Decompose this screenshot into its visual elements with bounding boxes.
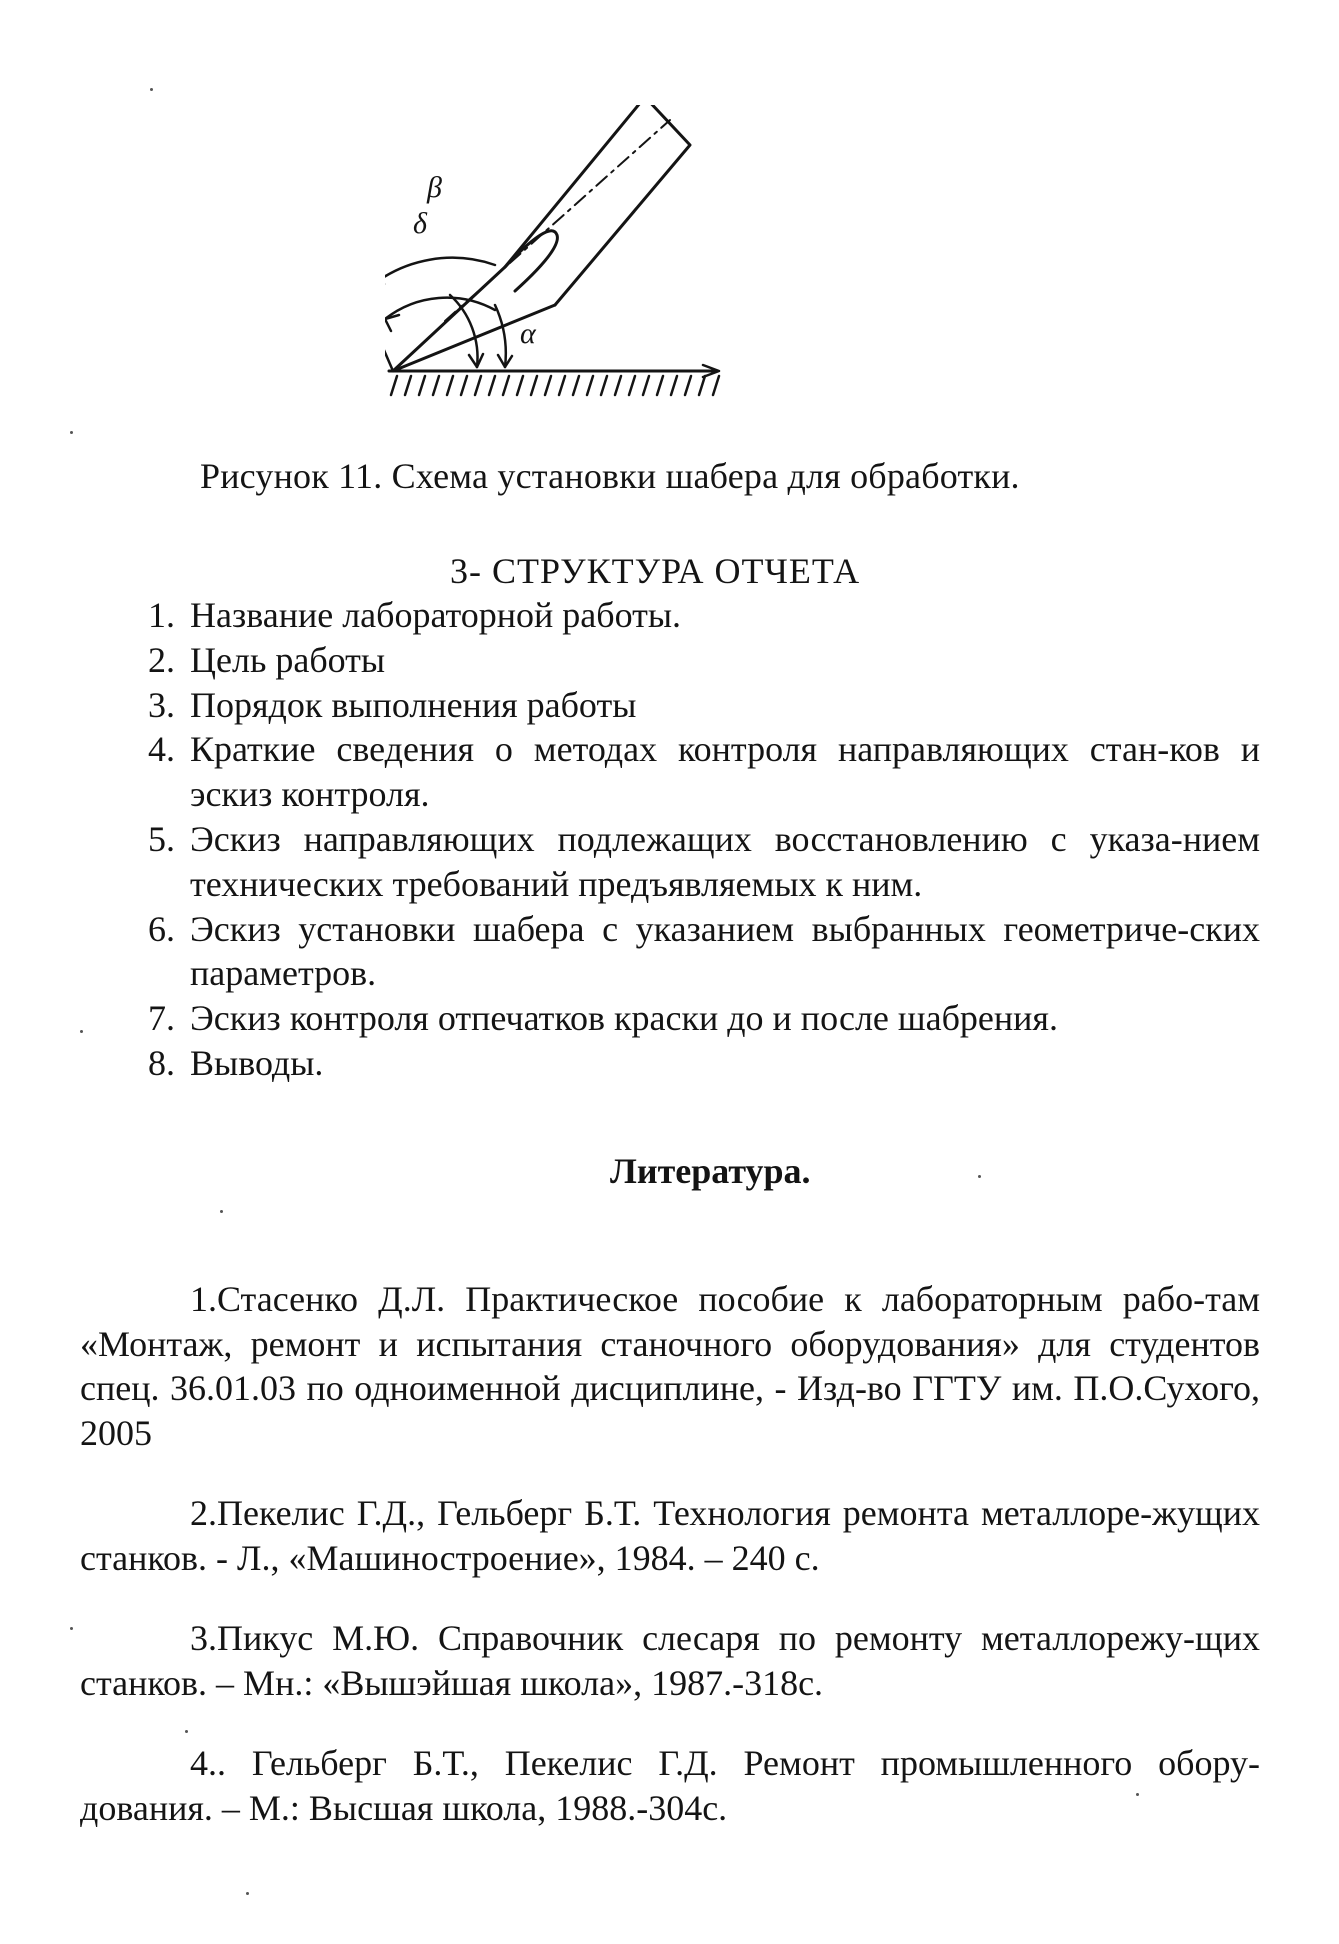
reference-item <box>80 1741 1260 1830</box>
list-item-text: Название лабораторной работы. <box>190 595 682 635</box>
list-item-number: 3. <box>148 684 175 725</box>
reference-text: Пикус М.Ю. Справочник слесаря по ремонту металлорежу-щих станков. – Мн.: «Вышэйшая школа», 1987.-318с. <box>80 1618 1260 1703</box>
scraper-tool <box>385 105 690 371</box>
reference-item <box>80 1616 1260 1705</box>
label-alpha: α <box>520 317 536 350</box>
scraper-setup-diagram <box>385 105 905 425</box>
scan-speck <box>70 431 73 434</box>
list-item-text: Краткие сведения о методах контроля направляющих стан-ков и эскиз контроля. <box>190 729 1260 815</box>
reference-number: 2. <box>190 1493 217 1533</box>
list-item-text: Эскиз контроля отпечатков краски до и после шабрения. <box>190 998 1058 1039</box>
list-item-number: 7. <box>148 998 175 1039</box>
reference-text: Пекелис Г.Д., Гельберг Б.Т. Технология ремонта металлоре-жущих станков. - Л., «Машиностроение», 1984. – 240 с. <box>80 1493 1260 1578</box>
list-item <box>0 1041 1339 1086</box>
list-item-text: Эскиз направляющих подлежащих восстановлению с указа-нием технических требований предъявляемых к ним. <box>190 818 1260 904</box>
list-item <box>0 683 1339 728</box>
report-structure-list <box>0 593 1339 1086</box>
list-item-number: 5. <box>148 818 175 859</box>
list-item <box>0 907 1339 997</box>
list-item <box>0 727 1339 817</box>
list-item <box>0 996 1339 1041</box>
section-title: 3- СТРУКТУРА ОТЧЕТА <box>450 551 861 591</box>
label-delta: δ <box>413 207 427 240</box>
scan-speck <box>150 88 153 91</box>
list-item-number: 2. <box>148 639 175 680</box>
surface-hatching <box>391 376 719 395</box>
list-item-text: Эскиз установки шабера с указанием выбранных геометриче-ских параметров. <box>190 908 1260 994</box>
reference-number: 3. <box>190 1618 217 1658</box>
list-item <box>0 817 1339 907</box>
scan-speck <box>246 1892 249 1895</box>
list-item-number: 4. <box>148 729 175 770</box>
scan-speck <box>185 1730 188 1733</box>
list-item-text: Цель работы <box>190 639 386 680</box>
literature-title: Литература. <box>610 1151 811 1191</box>
scan-speck <box>1136 1793 1139 1796</box>
list-item-text: Выводы. <box>190 1042 324 1083</box>
list-item-number: 6. <box>148 908 175 949</box>
angle-beta-arc <box>385 258 495 287</box>
reference-number: 1. <box>190 1279 217 1319</box>
reference-number: 4. <box>190 1743 217 1783</box>
reference-item <box>80 1277 1260 1455</box>
references-list <box>80 1241 1260 1830</box>
reference-item <box>80 1491 1260 1580</box>
list-item-number: 1. <box>148 595 175 635</box>
scan-speck <box>978 1175 981 1178</box>
reference-text: Стасенко Д.Л. Практическое пособие к лабораторным рабо-там «Монтаж, ремонт и испытания станочного оборудования» для студентов спец. 36.01.03 по одноименной дисциплине, - Изд-во ГГТУ им. П.О.Сухого, 2005 <box>80 1279 1260 1453</box>
reference-text: . Гельберг Б.Т., Пекелис Г.Д. Ремонт промышленного обору-дования. – М.: Высшая школа, 1988.-304с. <box>80 1743 1260 1828</box>
scan-speck <box>70 1627 73 1630</box>
list-item-text: Порядок выполнения работы <box>190 684 637 725</box>
angle-delta-arc <box>385 298 495 319</box>
list-item <box>0 638 1339 683</box>
list-item-number: 8. <box>148 1042 175 1083</box>
list-item <box>0 593 1339 638</box>
label-beta: β <box>427 171 442 204</box>
scan-speck <box>220 1210 223 1213</box>
figure-caption: Рисунок 11. Схема установки шабера для обработки. <box>200 456 1020 496</box>
scan-speck <box>80 1030 83 1033</box>
